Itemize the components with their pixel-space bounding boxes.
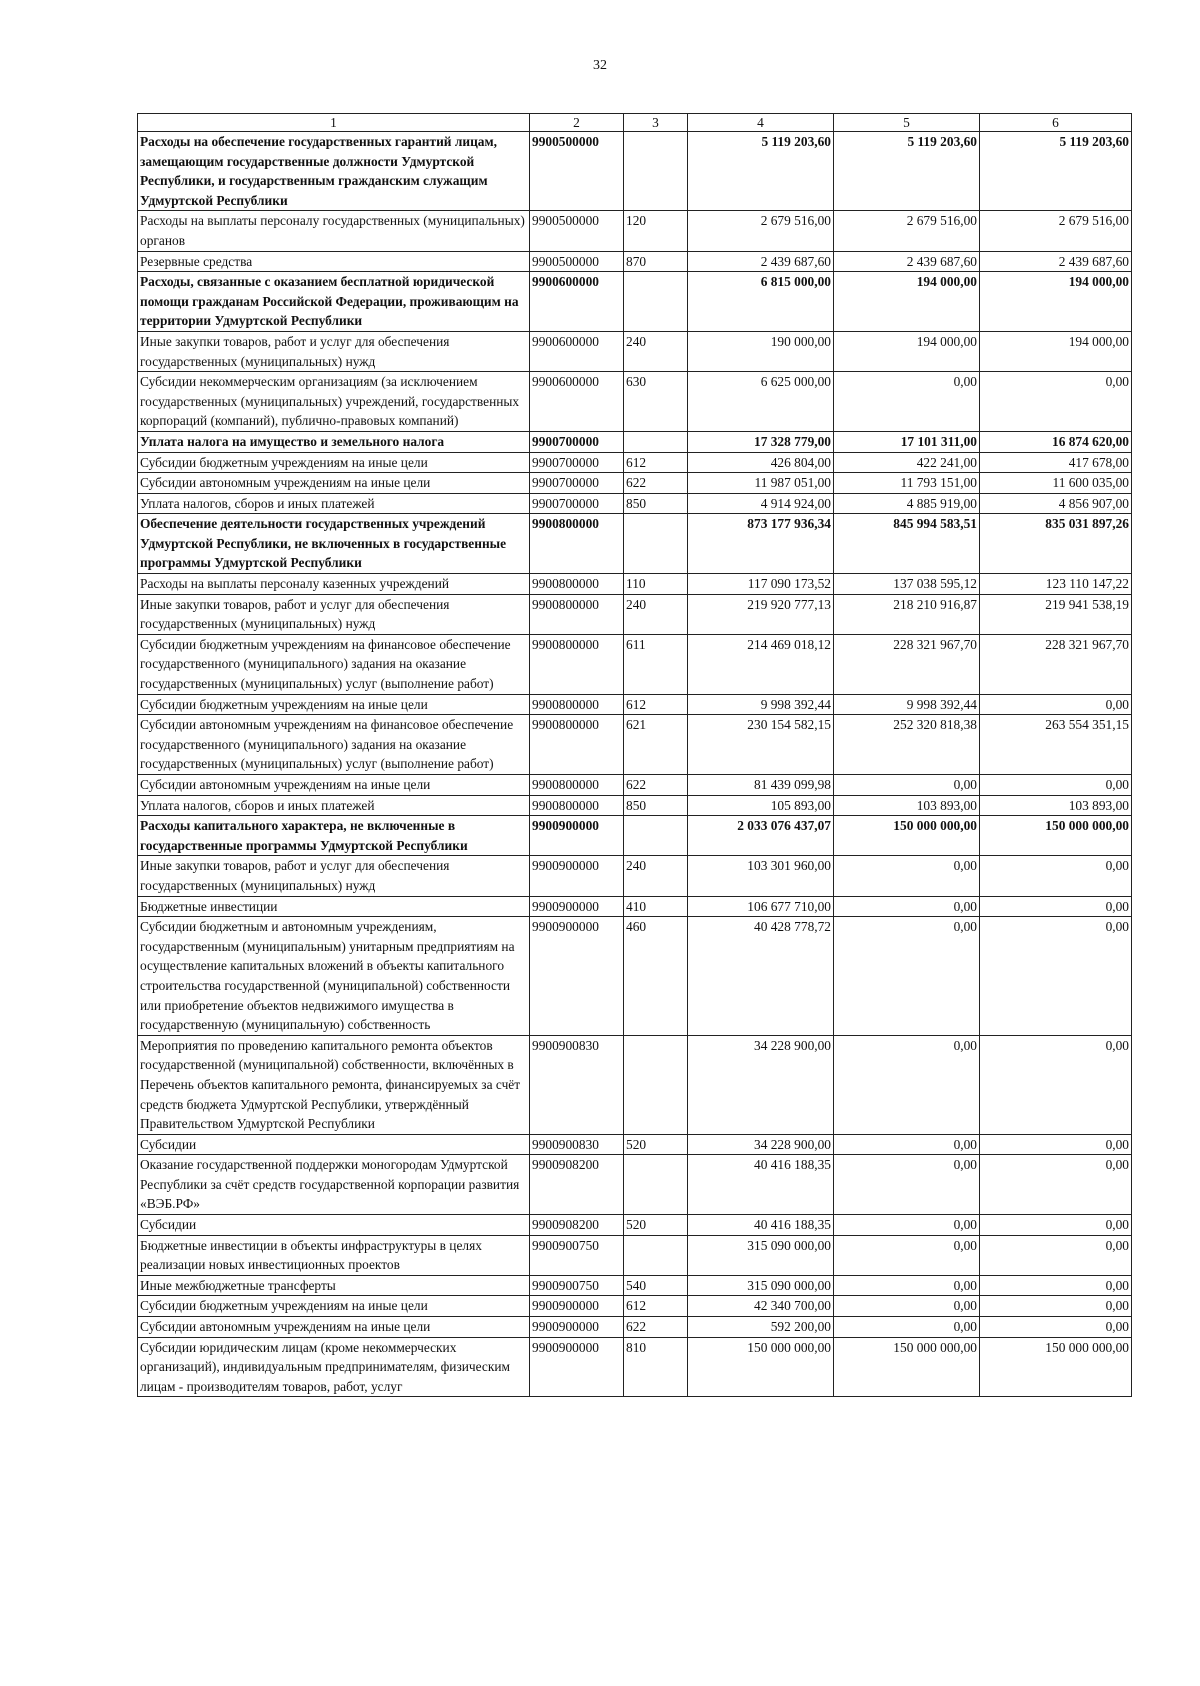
row-target-code: 9900700000 [530,431,624,452]
row-target-code: 9900800000 [530,594,624,634]
row-name: Расходы на выплаты персоналу государственных (муниципальных) органов [138,211,530,251]
row-expense-type: 240 [624,331,688,371]
row-value-1: 106 677 710,00 [688,896,834,917]
row-name: Субсидии бюджетным и автономным учреждениям, государственным (муниципальным) унитарным предприятиям на осуществление капитальных вложений в объекты капитального строительства государственной (муниципальной) собственности или приобретение объектов недвижимого имущества в государственную (муниципальную) собственность [138,917,530,1036]
row-value-3: 16 874 620,00 [980,431,1132,452]
row-value-2: 137 038 595,12 [834,574,980,595]
row-value-3: 0,00 [980,1235,1132,1275]
row-name: Расходы капитального характера, не включенные в государственные программы Удмуртской Республики [138,816,530,856]
row-target-code: 9900900000 [530,1337,624,1397]
row-target-code: 9900500000 [530,251,624,272]
row-expense-type: 622 [624,473,688,494]
table-row [138,1235,1132,1275]
table-row [138,1337,1132,1397]
row-value-2: 422 241,00 [834,452,980,473]
table-row [138,331,1132,371]
row-name: Бюджетные инвестиции в объекты инфраструктуры в целях реализации новых инвестиционных проектов [138,1235,530,1275]
row-value-3: 0,00 [980,1134,1132,1155]
table-row [138,514,1132,574]
row-expense-type [624,132,688,211]
table-row [138,211,1132,251]
row-expense-type: 410 [624,896,688,917]
table-row [138,452,1132,473]
row-value-1: 2 679 516,00 [688,211,834,251]
row-expense-type: 520 [624,1134,688,1155]
table-row [138,1155,1132,1215]
row-value-3: 2 439 687,60 [980,251,1132,272]
row-value-1: 230 154 582,15 [688,715,834,775]
row-target-code: 9900900000 [530,856,624,896]
row-value-1: 42 340 700,00 [688,1296,834,1317]
row-value-2: 0,00 [834,1035,980,1134]
row-value-1: 150 000 000,00 [688,1337,834,1397]
row-value-2: 150 000 000,00 [834,816,980,856]
table-header-row [138,114,1132,132]
row-name: Субсидии автономным учреждениям на иные цели [138,473,530,494]
row-target-code: 9900900000 [530,816,624,856]
row-value-3: 2 679 516,00 [980,211,1132,251]
row-value-3: 0,00 [980,1296,1132,1317]
row-target-code: 9900900750 [530,1235,624,1275]
row-target-code: 9900600000 [530,331,624,371]
table-row [138,1215,1132,1236]
row-value-2: 218 210 916,87 [834,594,980,634]
row-name: Субсидии [138,1134,530,1155]
table-row [138,473,1132,494]
row-name: Субсидии бюджетным учреждениям на иные цели [138,694,530,715]
row-value-2: 2 439 687,60 [834,251,980,272]
row-value-1: 315 090 000,00 [688,1275,834,1296]
row-target-code: 9900900000 [530,917,624,1036]
row-target-code: 9900700000 [530,493,624,514]
row-expense-type: 120 [624,211,688,251]
row-name: Субсидии [138,1215,530,1236]
row-value-3: 194 000,00 [980,331,1132,371]
row-value-2: 17 101 311,00 [834,431,980,452]
row-value-3: 0,00 [980,775,1132,796]
row-name: Субсидии автономным учреждениям на иные цели [138,1317,530,1338]
table-row [138,917,1132,1036]
row-expense-type [624,1155,688,1215]
row-value-2: 11 793 151,00 [834,473,980,494]
row-value-3: 0,00 [980,1035,1132,1134]
table-row [138,715,1132,775]
table-row [138,1296,1132,1317]
row-value-3: 0,00 [980,694,1132,715]
row-value-1: 40 416 188,35 [688,1215,834,1236]
row-value-3: 0,00 [980,1155,1132,1215]
row-value-2: 0,00 [834,1235,980,1275]
row-name: Иные закупки товаров, работ и услуг для обеспечения государственных (муниципальных) нужд [138,331,530,371]
row-name: Расходы на обеспечение государственных гарантий лицам, замещающим государственные должности Удмуртской Республики, и государственным гражданским служащим Удмуртской Республики [138,132,530,211]
row-value-2: 9 998 392,44 [834,694,980,715]
table-row [138,132,1132,211]
row-value-2: 0,00 [834,1155,980,1215]
row-target-code: 9900500000 [530,132,624,211]
row-value-2: 0,00 [834,1275,980,1296]
row-value-3: 417 678,00 [980,452,1132,473]
row-target-code: 9900900750 [530,1275,624,1296]
row-value-3: 5 119 203,60 [980,132,1132,211]
row-value-1: 103 301 960,00 [688,856,834,896]
row-expense-type: 110 [624,574,688,595]
table-row [138,816,1132,856]
row-value-2: 0,00 [834,917,980,1036]
row-target-code: 9900800000 [530,795,624,816]
row-expense-type: 240 [624,594,688,634]
row-value-1: 873 177 936,34 [688,514,834,574]
row-value-1: 315 090 000,00 [688,1235,834,1275]
row-name: Субсидии юридическим лицам (кроме некоммерческих организаций), индивидуальным предпринимателям, физическим лицам - производителям товаров, работ, услуг [138,1337,530,1397]
row-value-2: 0,00 [834,896,980,917]
row-expense-type [624,1235,688,1275]
page-number: 32 [593,58,607,73]
row-value-1: 6 815 000,00 [688,272,834,332]
row-value-2: 5 119 203,60 [834,132,980,211]
table-row [138,634,1132,694]
row-name: Уплата налога на имущество и земельного налога [138,431,530,452]
row-value-1: 5 119 203,60 [688,132,834,211]
row-name: Мероприятия по проведению капитального ремонта объектов государственной (муниципальной) собственности, включённых в Перечень объектов капитального ремонта, финансируемых за счёт средств бюджета Удмуртской Республики, утверждённый Правительством Удмуртской Республики [138,1035,530,1134]
header-col-6: 6 [980,114,1132,132]
row-target-code: 9900700000 [530,473,624,494]
row-target-code: 9900800000 [530,694,624,715]
row-value-1: 219 920 777,13 [688,594,834,634]
row-target-code: 9900700000 [530,452,624,473]
row-name: Иные закупки товаров, работ и услуг для обеспечения государственных (муниципальных) нужд [138,594,530,634]
row-name: Резервные средства [138,251,530,272]
row-value-3: 228 321 967,70 [980,634,1132,694]
row-name: Расходы, связанные с оказанием бесплатной юридической помощи гражданам Российской Федерации, проживающим на территории Удмуртской Республики [138,272,530,332]
table-body [138,132,1132,1397]
row-value-1: 426 804,00 [688,452,834,473]
row-target-code: 9900908200 [530,1155,624,1215]
row-name: Субсидии некоммерческим организациям (за исключением государственных (муниципальных) учреждений, государственных корпораций (компаний), публично-правовых компаний) [138,372,530,432]
row-value-2: 0,00 [834,775,980,796]
row-value-2: 4 885 919,00 [834,493,980,514]
row-target-code: 9900900830 [530,1035,624,1134]
row-value-3: 0,00 [980,1215,1132,1236]
row-expense-type: 540 [624,1275,688,1296]
table-row [138,775,1132,796]
table-row [138,372,1132,432]
table-row [138,574,1132,595]
row-value-3: 123 110 147,22 [980,574,1132,595]
row-value-1: 17 328 779,00 [688,431,834,452]
row-name: Субсидии автономным учреждениям на финансовое обеспечение государственного (муниципального) задания на оказание государственных (муниципальных) услуг (выполнение работ) [138,715,530,775]
row-name: Иные закупки товаров, работ и услуг для обеспечения государственных (муниципальных) нужд [138,856,530,896]
row-name: Уплата налогов, сборов и иных платежей [138,795,530,816]
row-expense-type [624,514,688,574]
row-value-1: 6 625 000,00 [688,372,834,432]
row-target-code: 9900800000 [530,574,624,595]
row-value-1: 34 228 900,00 [688,1035,834,1134]
row-value-3: 263 554 351,15 [980,715,1132,775]
header-col-3: 3 [624,114,688,132]
table-row [138,493,1132,514]
row-value-3: 0,00 [980,372,1132,432]
row-value-1: 214 469 018,12 [688,634,834,694]
row-value-1: 40 428 778,72 [688,917,834,1036]
row-expense-type: 612 [624,1296,688,1317]
row-name: Субсидии бюджетным учреждениям на иные цели [138,1296,530,1317]
row-target-code: 9900800000 [530,514,624,574]
row-value-1: 4 914 924,00 [688,493,834,514]
row-name: Иные межбюджетные трансферты [138,1275,530,1296]
row-expense-type: 630 [624,372,688,432]
row-target-code: 9900800000 [530,715,624,775]
row-value-3: 194 000,00 [980,272,1132,332]
table-row [138,251,1132,272]
row-expense-type: 612 [624,452,688,473]
row-expense-type: 850 [624,795,688,816]
row-name: Субсидии бюджетным учреждениям на финансовое обеспечение государственного (муниципального) задания на оказание государственных (муниципальных) услуг (выполнение работ) [138,634,530,694]
row-value-2: 0,00 [834,1215,980,1236]
header-col-1: 1 [138,114,530,132]
row-value-2: 0,00 [834,1134,980,1155]
row-target-code: 9900800000 [530,634,624,694]
row-name: Субсидии бюджетным учреждениям на иные цели [138,452,530,473]
row-value-3: 150 000 000,00 [980,816,1132,856]
row-expense-type: 611 [624,634,688,694]
row-value-2: 2 679 516,00 [834,211,980,251]
row-name: Бюджетные инвестиции [138,896,530,917]
row-value-1: 9 998 392,44 [688,694,834,715]
row-value-2: 103 893,00 [834,795,980,816]
row-target-code: 9900908200 [530,1215,624,1236]
table-row [138,594,1132,634]
row-value-1: 11 987 051,00 [688,473,834,494]
row-expense-type: 870 [624,251,688,272]
table-row [138,694,1132,715]
row-name: Субсидии автономным учреждениям на иные цели [138,775,530,796]
row-expense-type [624,816,688,856]
row-target-code: 9900800000 [530,775,624,796]
row-value-2: 252 320 818,38 [834,715,980,775]
row-expense-type: 612 [624,694,688,715]
row-target-code: 9900900000 [530,896,624,917]
row-value-1: 2 439 687,60 [688,251,834,272]
row-expense-type: 622 [624,1317,688,1338]
table-row [138,272,1132,332]
row-expense-type: 240 [624,856,688,896]
row-value-3: 11 600 035,00 [980,473,1132,494]
row-value-2: 194 000,00 [834,331,980,371]
budget-table [137,113,1132,1397]
row-value-2: 0,00 [834,856,980,896]
row-expense-type: 460 [624,917,688,1036]
row-name: Оказание государственной поддержки моногородам Удмуртской Республики за счёт средств государственной корпорации развития «ВЭБ.РФ» [138,1155,530,1215]
row-value-3: 0,00 [980,896,1132,917]
header-col-4: 4 [688,114,834,132]
row-expense-type [624,1035,688,1134]
table-row [138,795,1132,816]
row-target-code: 9900600000 [530,272,624,332]
row-expense-type: 520 [624,1215,688,1236]
row-expense-type [624,272,688,332]
row-value-2: 194 000,00 [834,272,980,332]
row-value-1: 105 893,00 [688,795,834,816]
row-value-3: 0,00 [980,856,1132,896]
row-target-code: 9900900000 [530,1317,624,1338]
row-value-2: 0,00 [834,1317,980,1338]
table-row [138,1275,1132,1296]
row-value-2: 0,00 [834,1296,980,1317]
row-value-3: 219 941 538,19 [980,594,1132,634]
row-expense-type [624,431,688,452]
table-row [138,431,1132,452]
row-value-2: 150 000 000,00 [834,1337,980,1397]
row-target-code: 9900900830 [530,1134,624,1155]
row-expense-type: 810 [624,1337,688,1397]
header-col-5: 5 [834,114,980,132]
row-name: Уплата налогов, сборов и иных платежей [138,493,530,514]
row-value-3: 0,00 [980,1275,1132,1296]
row-value-2: 845 994 583,51 [834,514,980,574]
table-row [138,1035,1132,1134]
row-value-2: 228 321 967,70 [834,634,980,694]
row-value-3: 0,00 [980,1317,1132,1338]
table-row [138,896,1132,917]
row-value-1: 40 416 188,35 [688,1155,834,1215]
row-target-code: 9900500000 [530,211,624,251]
row-value-3: 150 000 000,00 [980,1337,1132,1397]
row-expense-type: 622 [624,775,688,796]
row-value-1: 190 000,00 [688,331,834,371]
row-value-1: 2 033 076 437,07 [688,816,834,856]
row-value-3: 103 893,00 [980,795,1132,816]
row-name: Обеспечение деятельности государственных учреждений Удмуртской Республики, не включенных в государственные программы Удмуртской Республики [138,514,530,574]
row-value-2: 0,00 [834,372,980,432]
table-row [138,1317,1132,1338]
row-target-code: 9900900000 [530,1296,624,1317]
row-value-3: 835 031 897,26 [980,514,1132,574]
row-target-code: 9900600000 [530,372,624,432]
row-name: Расходы на выплаты персоналу казенных учреждений [138,574,530,595]
header-col-2: 2 [530,114,624,132]
row-value-3: 4 856 907,00 [980,493,1132,514]
row-value-1: 81 439 099,98 [688,775,834,796]
table-row [138,856,1132,896]
row-value-1: 117 090 173,52 [688,574,834,595]
row-expense-type: 621 [624,715,688,775]
table-row [138,1134,1132,1155]
row-value-1: 592 200,00 [688,1317,834,1338]
row-value-1: 34 228 900,00 [688,1134,834,1155]
row-expense-type: 850 [624,493,688,514]
row-value-3: 0,00 [980,917,1132,1036]
